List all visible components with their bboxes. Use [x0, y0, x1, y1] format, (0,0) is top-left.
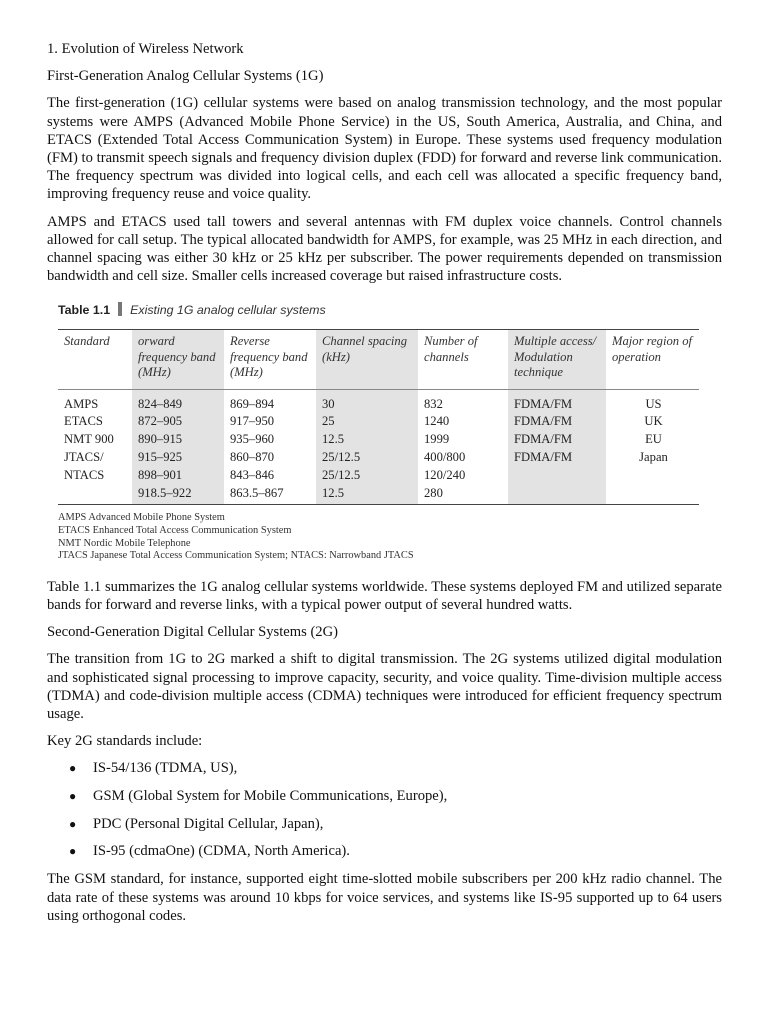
table-note: JTACS Japanese Total Access Communication System; NTACS: Narrowband JTACS	[58, 550, 414, 562]
list-item-text: IS-95 (cdmaOne) (CDMA, North America).	[93, 843, 350, 860]
table-figure	[58, 302, 747, 562]
paragraph-amps-etacs: AMPS and ETACS used tall towers and several antennas with FM duplex voice channels. Control channels allowed for call setup. The typical allocated bandwidth for AMPS, for example, was 25 MHz in each direction, and channel spacing was either 30 kHz or 25 kHz per subscriber. The power requirements depended on transmission bandwidth and cell size. Smaller cells increased coverage but raised infrastructure costs.	[47, 213, 722, 285]
cell-region: EU	[645, 432, 662, 447]
cell-multiple-access: FDMA/FM	[508, 431, 606, 449]
cell-number-of-channels: 832	[424, 396, 443, 411]
cell-multiple-access: FDMA/FM	[508, 389, 606, 413]
paragraph-1g-intro: The first-generation (1G) cellular systems were based on analog transmission technology, and the most popular systems were AMPS (Advanced Mobile Phone Service) in the US, South America, Australia, and China, and ETACS (Extended Total Access Communication System) in Europe. These systems used frequency modulation (FM) to transmit speech signals and frequency division duplex (FDD) for forward and reverse link communication. The frequency spectrum was divided into logical cells, and each cell was allocated a specific frequency band, improving frequency reuse and voice quality.	[47, 95, 722, 203]
table-row	[58, 449, 699, 505]
cell-multiple-access: FDMA/FM	[508, 413, 606, 431]
table-row	[58, 389, 699, 413]
caption-divider	[118, 302, 122, 316]
cell-channel-spacing: 30	[316, 389, 418, 413]
cell-channel-spacing: 25/12.5 25/12.5 12.5	[316, 449, 418, 505]
cell-reverse-band: 869–894	[230, 396, 275, 411]
bullet-icon: ●	[69, 844, 77, 859]
1g-systems-table	[58, 329, 699, 505]
col-header-standard: Standard	[58, 330, 132, 389]
list-item-text: IS-54/136 (TDMA, US),	[93, 760, 238, 777]
paragraph-2g-intro: The transition from 1G to 2G marked a shift to digital transmission. The 2G systems utilized digital modulation and sophisticated signal processing to improve capacity, security, and voice quality. Time-division multiple access (TDMA) and code-division multiple access (CDMA) techniques were introduced for efficient frequency spectrum usage.	[47, 651, 722, 723]
list-item	[47, 842, 722, 860]
list-item-text: PDC (Personal Digital Cellular, Japan),	[93, 815, 324, 832]
cell-standard: JTACS/ NTACS	[64, 450, 105, 482]
col-header-multiple-access: Multiple access/ Modulation technique	[508, 330, 606, 389]
list-item-text: GSM (Global System for Mobile Communications, Europe),	[93, 788, 448, 805]
table-note: AMPS Advanced Mobile Phone System	[58, 512, 225, 524]
cell-reverse-band: 917–950	[230, 414, 275, 429]
table-title: Existing 1G analog cellular systems	[130, 303, 326, 318]
col-header-number-of-channels: Number of channels	[418, 330, 508, 389]
cell-region: US	[645, 396, 662, 411]
table-caption	[58, 302, 747, 319]
list-item	[47, 787, 722, 805]
table-number: Table 1.1	[58, 303, 111, 318]
list-item	[47, 815, 722, 833]
paragraph-gsm: The GSM standard, for instance, supported eight time-slotted mobile subscribers per 200 kHz radio channel. The data rate of these systems was around 10 kbps for voice services, and systems like IS-95 supported up to 64 users using orthogonal codes.	[47, 871, 722, 924]
col-header-region: Major region of operation	[606, 330, 699, 389]
cell-number-of-channels: 400/800 120/240 280	[424, 450, 466, 500]
cell-region: Japan	[639, 450, 668, 465]
cell-reverse-band: 935–960	[230, 432, 275, 447]
cell-channel-spacing: 12.5	[316, 431, 418, 449]
cell-standard: ETACS	[64, 414, 103, 429]
bullet-icon: ●	[69, 816, 77, 831]
col-header-forward-band: orward frequency band (MHz)	[132, 330, 224, 389]
table-notes	[58, 512, 747, 562]
cell-forward-band: 890–915	[132, 431, 224, 449]
col-header-channel-spacing: Channel spacing (kHz)	[316, 330, 418, 389]
paragraph-table-summary: Table 1.1 summarizes the 1G analog cellular systems worldwide. These systems deployed FM and utilized separate bands for forward and reverse links, with a typical power output of several hundred watts.	[47, 578, 722, 614]
subsection-title-2g: Second-Generation Digital Cellular Systems (2G)	[47, 624, 338, 641]
cell-multiple-access: FDMA/FM	[508, 449, 606, 505]
table-header-row	[58, 330, 699, 389]
document-page	[47, 40, 722, 934]
cell-reverse-band: 860–870 843–846 863.5–867	[230, 450, 284, 500]
bullet-icon: ●	[69, 789, 77, 804]
cell-region: UK	[644, 414, 663, 429]
cell-standard: AMPS	[64, 396, 99, 411]
table-row	[58, 431, 699, 449]
table-note: NMT Nordic Mobile Telephone	[58, 537, 191, 549]
cell-number-of-channels: 1999	[424, 432, 450, 447]
cell-standard: NMT 900	[64, 432, 114, 447]
cell-channel-spacing: 25	[316, 413, 418, 431]
bullet-icon: ●	[69, 761, 77, 776]
list-item	[47, 759, 722, 777]
cell-forward-band: 824–849	[132, 389, 224, 413]
col-header-reverse-band: Reverse frequency band (MHz)	[224, 330, 316, 389]
cell-forward-band: 915–925 898–901 918.5–922	[132, 449, 224, 505]
subsection-title-1g: First-Generation Analog Cellular Systems (1G)	[47, 68, 324, 85]
2g-standards-list	[47, 759, 722, 860]
key-standards-intro: Key 2G standards include:	[47, 733, 203, 750]
section-title: 1. Evolution of Wireless Network	[47, 41, 244, 57]
cell-number-of-channels: 1240	[424, 414, 450, 429]
table-note: ETACS Enhanced Total Access Communication System	[58, 525, 292, 537]
cell-forward-band: 872–905	[132, 413, 224, 431]
table-row	[58, 413, 699, 431]
